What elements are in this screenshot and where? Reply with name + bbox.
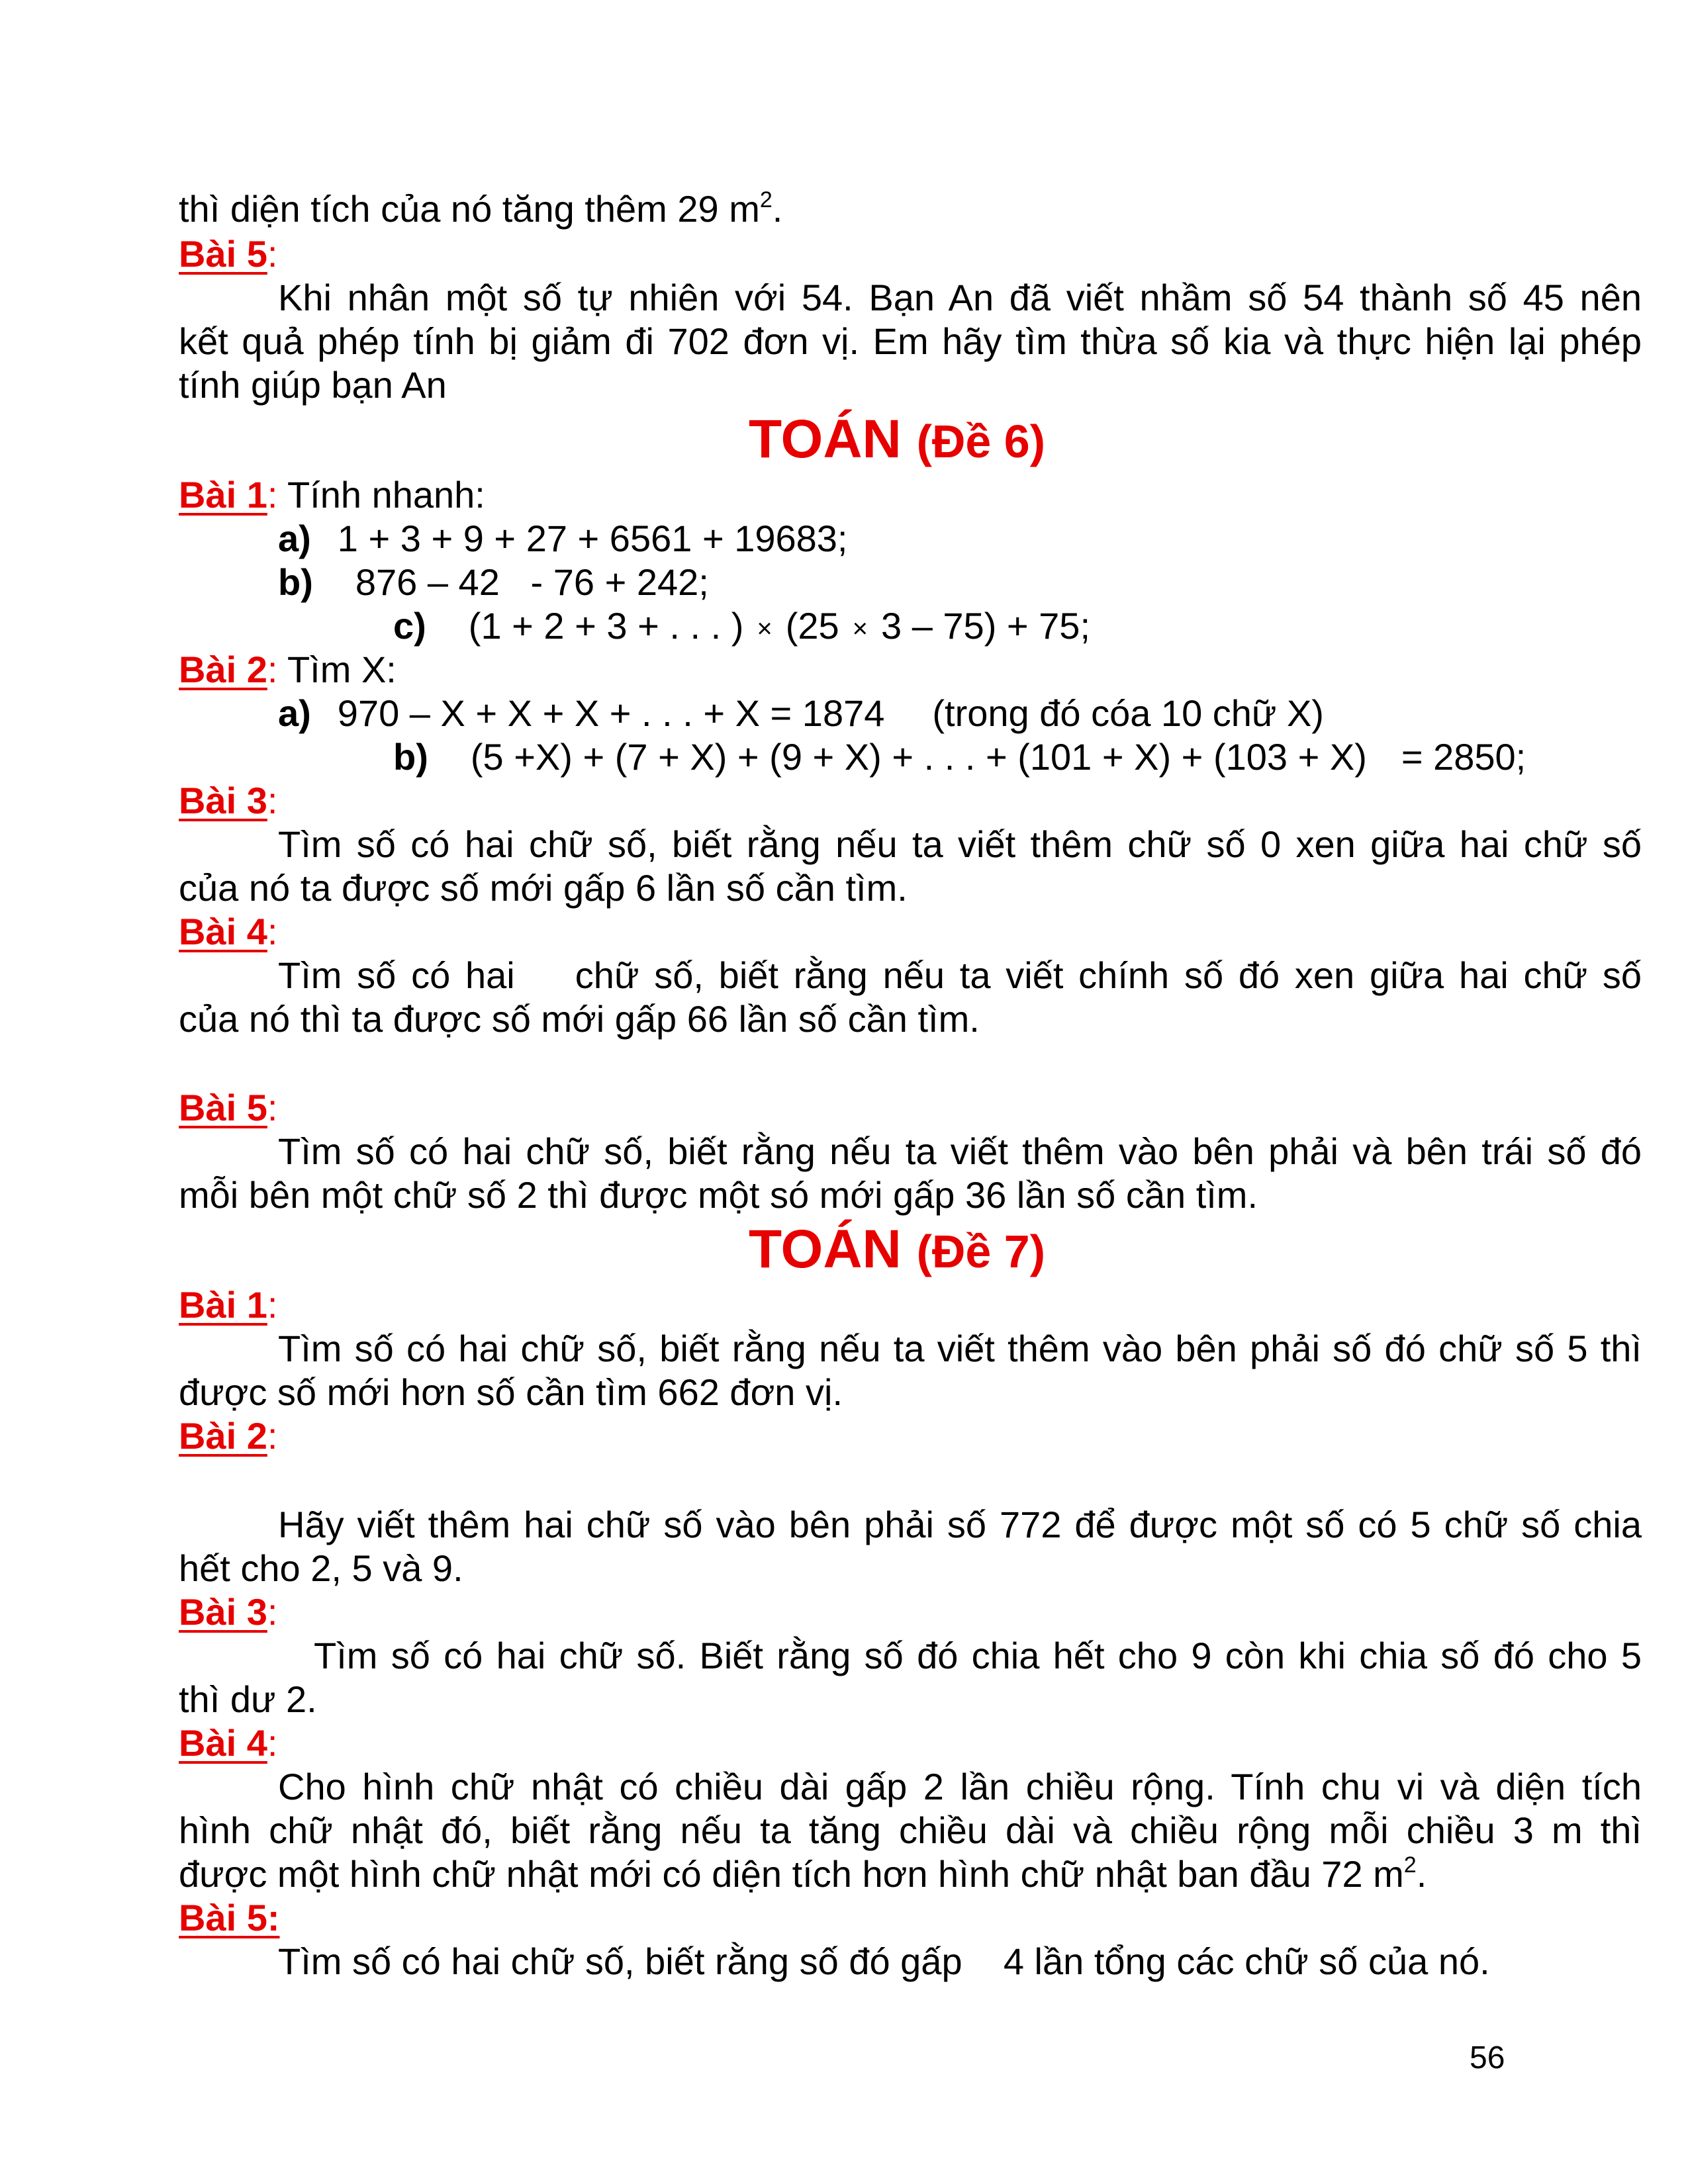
exercise-title: Bài 5: [179, 233, 267, 275]
de6-bai5-line1: Tìm số có hai chữ số, biết rằng nếu ta viết thêm vào bên phải và bên trái số đó: [278, 1130, 1642, 1172]
prev-bai5-line2: kết quả phép tính bị giảm đi 702 đơn vị. Em hãy tìm thừa số kia và thực hiện lại phép: [179, 320, 1642, 362]
item-label: b): [393, 736, 428, 778]
exercise-title: Bài 4: [179, 1722, 267, 1764]
de7-bai4-line2: hình chữ nhật đó, biết rằng nếu ta tăng chiều dài và chiều rộng mỗi chiều 3 m thì: [179, 1809, 1642, 1851]
de7-bai5-line1: Tìm số có hai chữ số, biết rằng số đó gấp 4 lần tổng các chữ số của nó.: [278, 1940, 1490, 1982]
de7-bai1-title-line: Bài 1:: [179, 1284, 278, 1326]
heading-main: TOÁN: [748, 409, 902, 469]
de6-bai2-title-line: Bài 2: Tìm X:: [179, 649, 397, 690]
de6-bai4-title-line: Bài 4:: [179, 911, 278, 952]
item-result: = 2850;: [1401, 736, 1526, 778]
de6-bai3-line2: của nó ta được số mới gấp 6 lần số cần tìm.: [179, 867, 908, 909]
line-text: được một hình chữ nhật mới có diện tích hơn hình chữ nhật ban đầu 72 m: [179, 1853, 1404, 1895]
times-symbol: ×: [757, 614, 773, 644]
de6-bai5-line2: mỗi bên một chữ số 2 thì được một só mới gấp 36 lần số cần tìm.: [179, 1174, 1258, 1216]
superscript: 2: [759, 187, 773, 212]
de6-bai4-line1: Tìm số có hai chữ số, biết rằng nếu ta viết chính số đó xen giữa hai chữ số: [278, 954, 1642, 996]
exercise-title: Bài 3: [179, 1591, 267, 1633]
exercise-title: Bài 3: [179, 780, 267, 821]
de7-bai5-title-line: [179, 1895, 1642, 1940]
de7-bai3-title-line: Bài 3:: [179, 1591, 278, 1633]
de6-bai1-c: [393, 604, 1688, 651]
exercise-title: Bài 5:: [179, 1897, 280, 1938]
prev-bai5-title-line: Bài 5:: [179, 233, 278, 275]
times-symbol: ×: [852, 614, 868, 644]
prev-bai5-line3: tính giúp bạn An: [179, 364, 447, 406]
item-label: a): [278, 518, 311, 559]
item-text: 1 + 3 + 9 + 27 + 6561 + 19683;: [337, 518, 848, 559]
heading-sub: (Đề 6): [916, 416, 1046, 467]
de6-bai1-a: [278, 516, 1688, 561]
intro-line: [179, 187, 1642, 232]
de7-bai2-line1: Hãy viết thêm hai chữ số vào bên phải số 772 để được một số có 5 chữ số chia: [278, 1504, 1642, 1545]
heading-main: TOÁN: [748, 1219, 902, 1279]
superscript: 2: [1403, 1852, 1417, 1878]
exercise-text: Tính nhanh:: [287, 474, 485, 516]
heading-sub: (Đề 7): [916, 1226, 1046, 1277]
de6-bai4-line2: của nó thì ta được số mới gấp 66 lần số cần tìm.: [179, 998, 980, 1040]
item-text: 3 – 75) + 75;: [881, 605, 1091, 647]
de6-bai1-b: [278, 560, 1688, 605]
item-text: (5 +X) + (7 + X) + (9 + X) + . . . + (101 + X) + (103 + X): [470, 736, 1367, 778]
de7-bai1-line2: được số mới hơn số cần tìm 662 đơn vị.: [179, 1371, 843, 1413]
de7-bai2-title-line: Bài 2:: [179, 1415, 278, 1457]
item-text: 970 – X + X + X + . . . + X = 1874: [337, 692, 885, 734]
exercise-title: Bài 4: [179, 911, 267, 952]
de6-bai1-title-line: Bài 1: Tính nhanh:: [179, 474, 485, 516]
exercise-title: Bài 5: [179, 1087, 267, 1128]
exercise-title: Bài 2: [179, 1415, 267, 1457]
de7-bai3-line2: thì dư 2.: [179, 1678, 317, 1720]
item-label: a): [278, 692, 311, 734]
de7-bai1-line1: Tìm số có hai chữ số, biết rằng nếu ta viết thêm vào bên phải số đó chữ số 5 thì: [278, 1328, 1642, 1369]
de6-bai5-title-line: Bài 5:: [179, 1087, 278, 1128]
de7-bai2-line2: hết cho 2, 5 và 9.: [179, 1547, 463, 1589]
exercise-text: Tìm X:: [287, 649, 397, 690]
item-text: (25: [785, 605, 839, 647]
de6-bai2-b: [393, 735, 1688, 780]
intro-end: .: [772, 188, 783, 230]
exercise-title: Bài 2: [179, 649, 267, 690]
de7-bai4-line1: Cho hình chữ nhật có chiều dài gấp 2 lần chiều rộng. Tính chu vi và diện tích: [278, 1766, 1642, 1807]
intro-text: thì diện tích của nó tăng thêm 29 m: [179, 188, 760, 230]
de6-bai2-a: [278, 691, 1688, 736]
section-heading-de7: [0, 1216, 1688, 1285]
prev-bai5-line1: Khi nhân một số tự nhiên với 54. Bạn An đã viết nhầm số 54 thành số 45 nên: [278, 277, 1642, 318]
item-label: c): [393, 605, 426, 647]
de6-bai3-title-line: Bài 3:: [179, 780, 278, 821]
page-number: 56: [1470, 2040, 1505, 2075]
item-note: (trong đó cóa 10 chữ X): [932, 692, 1324, 734]
de7-bai4-line3: [179, 1852, 1642, 1897]
item-text: (1 + 2 + 3 + . . . ): [468, 605, 744, 647]
de7-bai4-title-line: Bài 4:: [179, 1722, 278, 1764]
exercise-title: Bài 1: [179, 474, 267, 516]
line-end: .: [1416, 1853, 1427, 1895]
de7-bai3-line1: Tìm số có hai chữ số. Biết rằng số đó chia hết cho 9 còn khi chia số đó cho 5: [314, 1635, 1642, 1676]
item-label: b): [278, 561, 313, 603]
section-heading-de6: [0, 406, 1688, 475]
de6-bai3-line1: Tìm số có hai chữ số, biết rằng nếu ta viết thêm chữ số 0 xen giữa hai chữ số: [278, 823, 1642, 865]
item-text: 876 – 42 - 76 + 242;: [355, 561, 709, 603]
exercise-title: Bài 1: [179, 1284, 267, 1326]
